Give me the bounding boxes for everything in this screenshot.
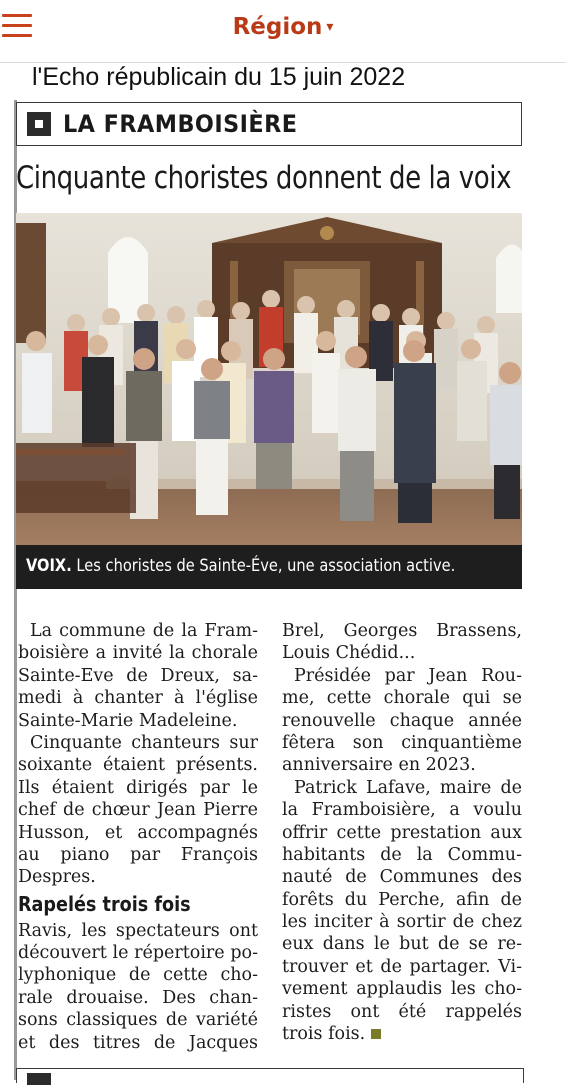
text-line: découvert le répertoire po-: [18, 943, 258, 964]
text-line: Brel, Georges Brassens,: [282, 621, 522, 641]
rubric-square-icon: [27, 112, 51, 136]
text-line: habitants de la Commu-: [282, 844, 522, 865]
text-line: La commune de la Fram-: [30, 621, 258, 641]
text-line: au piano par François: [18, 844, 258, 865]
text-line: nauté de Communes des: [282, 867, 522, 888]
text-line: eux dans le but de se re-: [282, 934, 522, 955]
rubric-label: LA FRAMBOISIÈRE: [63, 110, 298, 138]
top-nav-bar: [0, 0, 566, 63]
text-line: vement applaudis les cho-: [282, 979, 522, 1000]
text-line: Despres.: [18, 867, 96, 888]
text-line: rale drouaise. Des chan-: [18, 987, 258, 1008]
text-line: anniversaire en 2023.: [282, 755, 476, 776]
text-line: forêts du Perche, afin de: [282, 889, 522, 910]
region-dropdown[interactable]: [0, 14, 566, 40]
next-rubric-box: [16, 1068, 524, 1083]
article-headline: Cinquante choristes donnent de la voix: [16, 160, 512, 196]
text-line: renouvelle chaque année: [282, 710, 522, 731]
text-line: Sainte-Marie Madeleine.: [18, 710, 238, 731]
rubric-box: [16, 102, 522, 146]
text-line: medi à chanter à l'église: [18, 688, 258, 709]
text-line: Patrick Lafave, maire de: [294, 777, 522, 798]
source-line: l'Echo républicain du 15 juin 2022: [32, 63, 406, 91]
text-line: trouver et de partager. Vi-: [282, 956, 522, 977]
text-line: chef de chœur Jean Pierre: [18, 800, 258, 821]
text-line: ristes ont été rappelés: [282, 1001, 522, 1022]
photo-caption: [16, 545, 522, 589]
text-line: et des titres de Jacques: [18, 1032, 258, 1053]
text-line: boisière a invité la chorale: [18, 643, 258, 664]
end-square-icon: [371, 1029, 381, 1039]
text-line-end: trois fois.: [282, 1024, 366, 1045]
text-line: Husson, et accompagnés: [18, 822, 258, 843]
article-column-1: [18, 620, 258, 1054]
subheading: Rapelés trois fois: [18, 891, 191, 916]
text-line: offrir cette prestation aux: [282, 822, 522, 843]
caption-text: Les choristes de Sainte-Éve, une association active.: [71, 556, 456, 576]
article-photo: [16, 213, 522, 545]
region-label: Région: [232, 14, 323, 40]
text-line: les inciter à sortir de chez: [282, 912, 522, 933]
text-line: Ils étaient dirigés par le: [18, 777, 258, 798]
text-line: fêtera son cinquantième: [282, 732, 522, 753]
text-line: soixante étaient présents.: [18, 755, 258, 776]
text-line: lyphonique de cette cho-: [18, 965, 258, 986]
text-line: me, cette chorale qui se: [282, 688, 522, 709]
caption-lead: VOIX.: [26, 556, 72, 576]
text-line: Sainte-Eve de Dreux, sa-: [18, 665, 258, 686]
article-column-2: [282, 620, 522, 1045]
text-line-last: [282, 1023, 522, 1045]
text-line: Cinquante chanteurs sur: [30, 732, 258, 753]
text-line: Louis Chédid...: [282, 643, 416, 664]
text-line: Présidée par Jean Rou-: [294, 665, 522, 686]
text-line: sons classiques de variété: [18, 1010, 258, 1031]
text-line: la Framboisière, a voulu: [282, 800, 522, 821]
chevron-down-icon: ▾: [326, 19, 334, 35]
text-line: Ravis, les spectateurs ont: [18, 920, 258, 941]
rubric-square-icon: [27, 1073, 51, 1085]
